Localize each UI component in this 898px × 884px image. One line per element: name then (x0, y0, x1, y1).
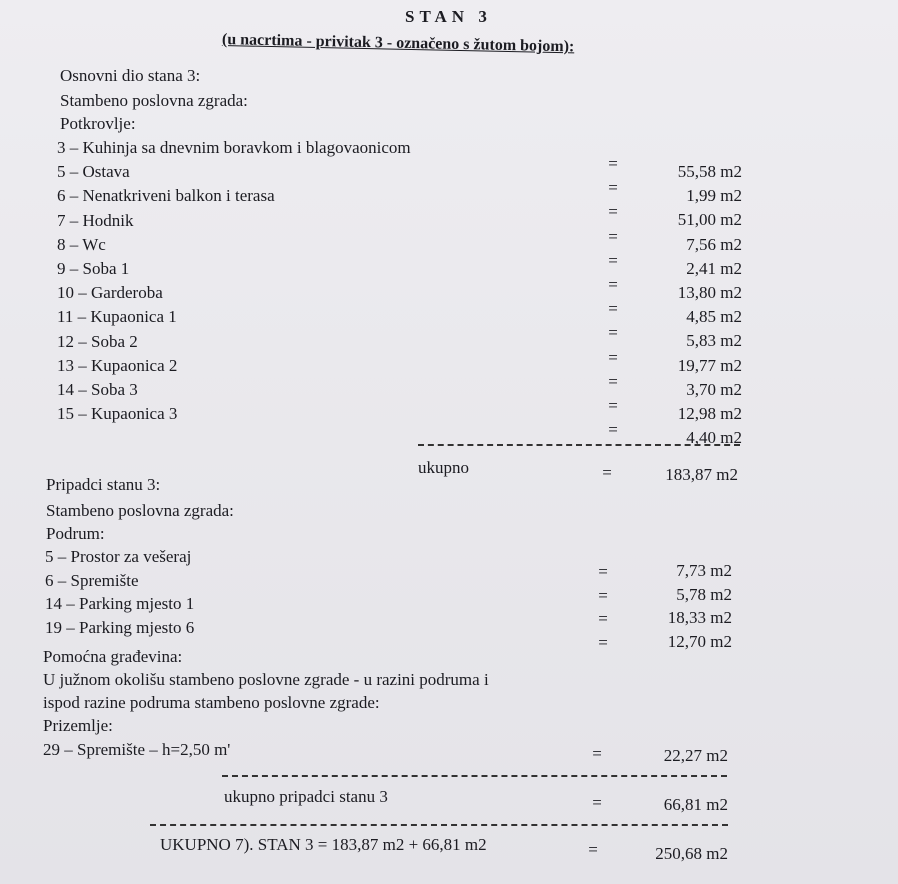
grand-total-value: 250,68 m2 (655, 844, 728, 863)
room-equals: = (608, 154, 618, 173)
room-value: 12,98 m2 (677, 404, 742, 423)
aux-room-label: 29 – Spremište – h=2,50 m' (43, 740, 231, 759)
room-value: 5,78 m2 (676, 585, 732, 604)
app-total-equals: = (592, 793, 602, 812)
room-value: 19,77 m2 (677, 356, 742, 375)
room-value: 7,73 m2 (676, 561, 732, 580)
room-label: 5 – Ostava (57, 162, 130, 181)
room-value: 4,40 m2 (686, 428, 742, 447)
room-equals: = (598, 562, 608, 581)
room-value: 55,58 m2 (677, 162, 742, 181)
room-value: 5,83 m2 (686, 331, 742, 350)
room-label: 12 – Soba 2 (57, 332, 138, 351)
room-label: 8 – Wc (57, 235, 106, 254)
room-label: 10 – Garderoba (57, 283, 163, 302)
room-label: 15 – Kupaonica 3 (57, 404, 178, 423)
room-value: 18,33 m2 (667, 608, 732, 627)
room-equals: = (608, 299, 618, 318)
room-label: 6 – Spremište (45, 571, 139, 590)
room-value: 3,70 m2 (686, 380, 742, 399)
aux-floor-label: Prizemlje: (43, 716, 113, 735)
room-equals: = (608, 420, 618, 439)
document-subtitle: (u nacrtima - privitak 3 - označeno s žutom bojom): (221, 31, 575, 56)
main-total-divider (418, 444, 740, 446)
room-value: 51,00 m2 (677, 210, 742, 229)
main-floor-label: Potkrovlje: (60, 114, 136, 133)
main-building-label: Stambeno poslovna zgrada: (60, 91, 248, 110)
app-total-divider (222, 775, 727, 777)
room-value: 4,85 m2 (686, 307, 742, 326)
grand-total-equals: = (588, 840, 598, 859)
appurtenances-heading: Pripadci stanu 3: (46, 475, 161, 494)
room-equals: = (608, 202, 618, 221)
room-value: 13,80 m2 (677, 283, 742, 302)
room-label: 14 – Soba 3 (57, 380, 138, 399)
aux-room-value: 22,27 m2 (663, 746, 728, 765)
room-equals: = (608, 372, 618, 391)
app-building-label: Stambeno poslovna zgrada: (46, 501, 234, 520)
room-label: 9 – Soba 1 (57, 259, 130, 278)
app-total-label: ukupno pripadci stanu 3 (224, 787, 388, 806)
room-label: 13 – Kupaonica 2 (57, 356, 178, 375)
main-part-heading: Osnovni dio stana 3: (60, 66, 201, 85)
app-total-value: 66,81 m2 (663, 795, 728, 814)
room-label: 7 – Hodnik (57, 211, 134, 230)
room-label: 14 – Parking mjesto 1 (45, 594, 195, 613)
room-equals: = (608, 396, 618, 415)
aux-room-equals: = (592, 744, 602, 763)
aux-description-line-2: ispod razine podruma stambeno poslovne zgrade: (43, 693, 380, 712)
room-value: 7,56 m2 (686, 235, 742, 254)
room-equals: = (608, 251, 618, 270)
room-label: 5 – Prostor za vešeraj (45, 547, 192, 566)
room-label: 19 – Parking mjesto 6 (45, 618, 195, 637)
room-equals: = (608, 275, 618, 294)
room-equals: = (598, 633, 608, 652)
main-total-value: 183,87 m2 (665, 465, 738, 484)
main-total-label: ukupno (418, 458, 469, 477)
document-title: STAN 3 (405, 7, 492, 26)
main-total-equals: = (602, 463, 612, 482)
grand-total-label: UKUPNO 7). STAN 3 = 183,87 m2 + 66,81 m2 (160, 835, 487, 854)
room-label: 3 – Kuhinja sa dnevnim boravkom i blagovaonicom (57, 138, 411, 157)
room-equals: = (608, 323, 618, 342)
room-value: 2,41 m2 (686, 259, 742, 278)
app-floor-label: Podrum: (46, 524, 105, 543)
room-equals: = (608, 178, 618, 197)
room-equals: = (598, 586, 608, 605)
aux-description-line-1: U južnom okolišu stambeno poslovne zgrade - u razini podruma i (43, 670, 489, 689)
room-label: 11 – Kupaonica 1 (57, 307, 177, 326)
aux-building-heading: Pomoćna građevina: (43, 647, 183, 666)
room-equals: = (598, 609, 608, 628)
room-value: 1,99 m2 (686, 186, 742, 205)
room-value: 12,70 m2 (667, 632, 732, 651)
room-equals: = (608, 348, 618, 367)
room-equals: = (608, 227, 618, 246)
grand-total-divider (150, 824, 728, 826)
room-label: 6 – Nenatkriveni balkon i terasa (57, 186, 275, 205)
